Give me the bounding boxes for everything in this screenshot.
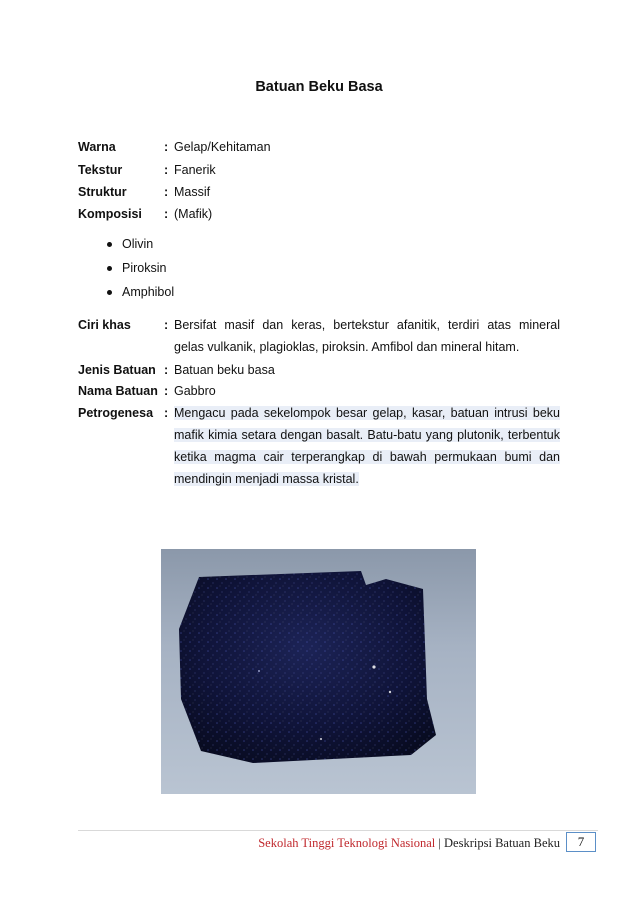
gabbro-rock-image xyxy=(161,549,476,794)
nama-batuan-value: Gabbro xyxy=(174,384,216,398)
mineral-name: Amphibol xyxy=(122,285,175,299)
footer-divider xyxy=(78,830,598,831)
colon: : xyxy=(164,207,169,221)
property-label: Warna xyxy=(78,140,116,154)
property-value: (Mafik) xyxy=(174,207,213,221)
property-label: Komposisi xyxy=(78,207,142,221)
footer-description: Deskripsi Batuan Beku xyxy=(444,836,560,850)
bullet-icon xyxy=(107,266,112,271)
petrogenesa-paragraph: Mengacu pada sekelompok besar gelap, kasar, batuan intrusi beku mafik kimia setara dengan basalt. Batu-batu yang plutonik, terbentuk ketika magma cair terperangkap di bawah permukaan bumi dan mendingin menjadi massa kristal. xyxy=(174,406,560,486)
property-value: Fanerik xyxy=(174,163,216,177)
ciri-khas-line-2: gelas vulkanik, plagioklas, piroksin. Amfibol dan mineral hitam. xyxy=(174,340,520,354)
mineral-list-item xyxy=(122,237,153,251)
colon: : xyxy=(164,140,169,154)
property-label: Struktur xyxy=(78,185,127,199)
colon: : xyxy=(164,363,169,377)
footer-separator: | xyxy=(438,836,441,850)
page-title: Batuan Beku Basa xyxy=(255,79,383,95)
colon: : xyxy=(164,384,169,398)
ciri-khas-text xyxy=(174,314,560,358)
mineral-list-item xyxy=(122,285,174,299)
ciri-khas-label: Ciri khas xyxy=(78,318,131,332)
bullet-icon xyxy=(107,290,112,295)
page-number: 7 xyxy=(566,832,596,852)
colon: : xyxy=(164,406,169,420)
jenis-batuan-value: Batuan beku basa xyxy=(174,363,275,377)
mineral-list-item xyxy=(122,261,166,275)
nama-batuan-label: Nama Batuan xyxy=(78,384,158,398)
property-value: Gelap/Kehitaman xyxy=(174,140,271,154)
colon: : xyxy=(164,185,169,199)
footer xyxy=(0,836,560,851)
petrogenesa-label: Petrogenesa xyxy=(78,406,154,420)
gabbro-photo xyxy=(161,549,476,794)
property-label: Tekstur xyxy=(78,163,123,177)
jenis-batuan-label: Jenis Batuan xyxy=(78,363,156,377)
petrogenesa-text xyxy=(174,402,560,490)
mineral-name: Olivin xyxy=(122,237,154,251)
colon: : xyxy=(164,163,169,177)
property-value: Massif xyxy=(174,185,211,199)
mineral-name: Piroksin xyxy=(122,261,167,275)
footer-institution: Sekolah Tinggi Teknologi Nasional xyxy=(258,836,436,850)
colon: : xyxy=(164,318,169,332)
bullet-icon xyxy=(107,242,112,247)
ciri-khas-line-1: Bersifat masif dan keras, bertekstur afanitik, terdiri atas mineral xyxy=(174,318,560,332)
